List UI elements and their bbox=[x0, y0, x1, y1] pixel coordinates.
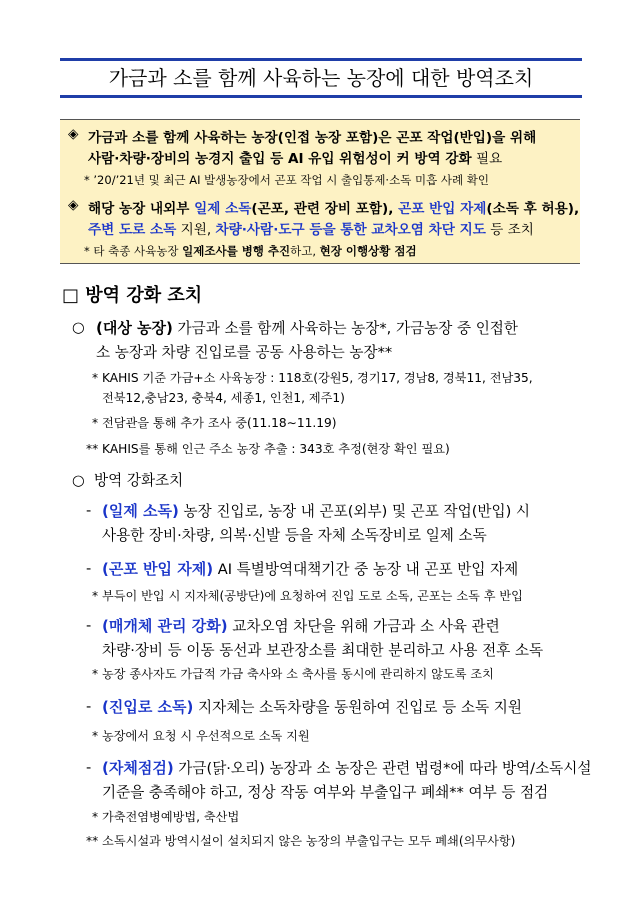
section-marker: □ bbox=[62, 285, 80, 306]
m2-text: AI 특별방역대책기간 중 농장 내 곤포 반입 자제 bbox=[213, 561, 519, 578]
text-c: 차량·사람·도구 등을 통한 교차오염 차단 지도 bbox=[215, 222, 486, 238]
section-header bbox=[62, 281, 202, 307]
m5-dash: - bbox=[86, 759, 92, 776]
page-title: 가금과 소를 함께 사육하는 농장에 대한 방역조치 bbox=[60, 58, 582, 98]
m4-dash: - bbox=[86, 698, 92, 715]
box-item2-note bbox=[84, 243, 417, 259]
m5-text: 가금(닭·오리) 농장과 소 농장은 관련 법령*에 따라 방역/소독시설 bbox=[173, 760, 592, 777]
box-item1-marker: ◈ bbox=[68, 126, 79, 142]
m3-line1 bbox=[102, 615, 500, 636]
target-note1a: * KAHIS 기준 가금+소 사육농장 : 118호(강원5, 경기17, 경남8, 경북11, 전남35, bbox=[92, 371, 533, 385]
box-item1-note: * ’20/’21년 및 최근 AI 발생농장에서 곤포 작업 시 출입통제·소독 미흡 사례 확인 bbox=[84, 173, 489, 187]
m2-line1 bbox=[102, 558, 518, 579]
m1-dash: - bbox=[86, 502, 92, 519]
text-a: 해당 농장 내외부 bbox=[88, 201, 195, 217]
text-c: 하고, bbox=[290, 244, 320, 258]
text-a: 주변 도로 소독 bbox=[88, 222, 177, 238]
m2-head: (곤포 반입 자제) bbox=[102, 560, 214, 578]
m1-head: (일제 소독) bbox=[102, 502, 179, 520]
text-d: 곤포 반입 자제 bbox=[398, 201, 487, 217]
m5-note2: ** 소독시설과 방역시설이 설치되지 않은 농장의 부출입구는 모두 폐쇄(의무사항) bbox=[86, 834, 516, 848]
m1-line1 bbox=[102, 500, 530, 521]
text-a: 가금과 소를 함께 사육하는 농장(인접 농장 포함)은 bbox=[88, 130, 397, 146]
box-item2-marker: ◈ bbox=[68, 197, 79, 213]
m3-note: * 농장 종사자도 가급적 가금 축사와 소 축사를 동시에 관리하지 않도록 조치 bbox=[92, 667, 494, 681]
target-line2: 소 농장과 차량 진입로를 공동 사용하는 농장** bbox=[96, 344, 393, 361]
target-note3: ** KAHIS를 통해 인근 주소 농장 추출 : 343호 추정(현장 확인 필요) bbox=[86, 442, 450, 456]
target-text: 가금과 소를 함께 사육하는 농장*, 가금농장 중 인접한 bbox=[172, 320, 519, 337]
text-a: 사람·차량·장비의 농경지 출입 등 AI 유입 위험성이 커 방역 강화 bbox=[88, 151, 472, 167]
m3-line2: 차량·장비 등 이동 동선과 보관장소를 최대한 분리하고 사용 전후 소독 bbox=[102, 642, 544, 659]
m5-line1 bbox=[102, 757, 591, 778]
text-d: 등 조치 bbox=[485, 222, 534, 238]
text-d: 현장 이행상황 점검 bbox=[319, 244, 417, 258]
m4-note: * 농장에서 요청 시 우선적으로 소독 지원 bbox=[92, 729, 310, 743]
m2-note: * 부득이 반입 시 지자체(공방단)에 요청하여 진입 도로 소독, 곤포는 소독 후 반입 bbox=[92, 589, 523, 603]
m5-head: (자체점검) bbox=[102, 759, 174, 777]
text-a: * 타 축종 사육농장 bbox=[84, 244, 183, 258]
m2-dash: - bbox=[86, 560, 92, 577]
m3-text: 교차오염 차단을 위해 가금과 소 사육 관련 bbox=[227, 618, 500, 635]
m4-text: 지자체는 소독차량을 동원하여 진입로 등 소독 지원 bbox=[193, 699, 522, 716]
box-item1-line2 bbox=[88, 147, 502, 167]
m1-text: 농장 진입로, 농장 내 곤포(외부) 및 곤포 작업(반입) 시 bbox=[178, 503, 531, 520]
text-c: (곤포, 관련 장비 포함), bbox=[251, 201, 399, 217]
m4-line1 bbox=[102, 696, 522, 717]
target-line1 bbox=[96, 317, 518, 338]
measures-header bbox=[72, 469, 183, 490]
section-label: 방역 강화 조치 bbox=[85, 285, 203, 306]
box-item1-line1 bbox=[88, 126, 536, 146]
text-b: 필요 bbox=[471, 151, 503, 167]
text-b: 곤포 작업(반입)을 위해 bbox=[396, 130, 537, 146]
text-b: 일제 소독 bbox=[194, 201, 252, 217]
m3-dash: - bbox=[86, 617, 92, 634]
m5-line2: 기준을 충족해야 하고, 정상 작동 여부와 부출입구 폐쇄** 여부 등 점검 bbox=[102, 784, 549, 801]
m5-note1: * 가축전염병예방법, 축산법 bbox=[92, 810, 240, 824]
text-e: (소독 후 허용), bbox=[486, 201, 580, 217]
measures-marker: ○ bbox=[72, 472, 85, 489]
target-note1b: 전북12,충남23, 충북4, 세종1, 인천1, 제주1) bbox=[102, 391, 345, 405]
text-b: 지원, bbox=[176, 222, 216, 238]
m1-line2: 사용한 장비·차량, 의복·신발 등을 자체 소독장비로 일제 소독 bbox=[102, 527, 487, 544]
measures-label: 방역 강화조치 bbox=[94, 472, 184, 489]
target-marker: ○ bbox=[72, 319, 85, 336]
target-head: (대상 농장) bbox=[96, 319, 173, 337]
m3-head: (매개체 관리 강화) bbox=[102, 617, 228, 635]
box-item2-line1 bbox=[88, 197, 579, 217]
target-note2: * 전담관을 통해 추가 조사 중(11.18∼11.19) bbox=[92, 416, 337, 430]
text-b: 일제조사를 병행 추진 bbox=[182, 244, 291, 258]
m4-head: (진입로 소독) bbox=[102, 698, 194, 716]
box-item2-line2 bbox=[88, 218, 534, 238]
